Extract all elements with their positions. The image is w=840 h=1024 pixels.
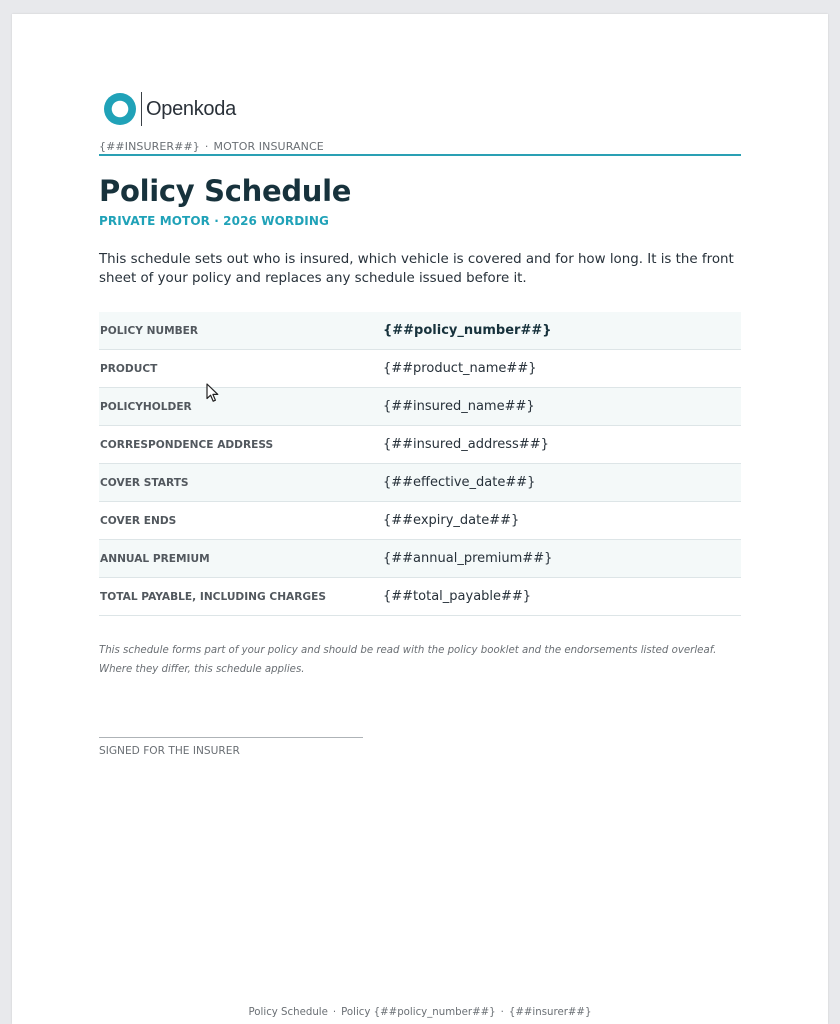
row-value: {##product_name##} bbox=[383, 361, 537, 376]
document-kicker bbox=[99, 140, 324, 153]
intro-paragraph: This schedule sets out who is insured, which vehicle is covered and for how long. It is the front sheet of your policy and replaces any schedule issued before it. bbox=[99, 252, 734, 286]
schedule-note: This schedule forms part of your policy and should be read with the policy booklet and the endorsements listed overleaf. Where they differ, this schedule applies. bbox=[99, 645, 717, 675]
footer-separator: · bbox=[500, 1007, 504, 1018]
schedule-row-annual-premium bbox=[99, 540, 741, 578]
mouse-pointer-icon bbox=[206, 383, 220, 403]
row-value: {##annual_premium##} bbox=[383, 551, 553, 566]
schedule-row-product bbox=[99, 350, 741, 388]
row-label: COVER ENDS bbox=[100, 514, 177, 527]
schedule-table bbox=[99, 312, 741, 616]
footer-document-name: Policy Schedule bbox=[248, 1007, 328, 1018]
signature-line bbox=[99, 737, 363, 738]
row-label: TOTAL PAYABLE, INCLUDING CHARGES bbox=[100, 590, 326, 603]
footer-separator: · bbox=[332, 1007, 337, 1018]
footer-insurer: {##insurer##} bbox=[508, 1007, 592, 1018]
row-value: {##insured_name##} bbox=[383, 399, 535, 414]
signature-caption: SIGNED FOR THE INSURER bbox=[99, 745, 240, 757]
page-subtitle: PRIVATE MOTOR · 2026 WORDING bbox=[99, 214, 329, 228]
kicker-separator: · bbox=[204, 140, 209, 153]
row-value: {##total_payable##} bbox=[383, 589, 532, 604]
schedule-row-correspondence-address bbox=[99, 426, 741, 464]
row-label: POLICY NUMBER bbox=[100, 324, 199, 337]
schedule-row-total-payable bbox=[99, 578, 741, 616]
row-label: CORRESPONDENCE ADDRESS bbox=[100, 438, 274, 451]
line-of-business: MOTOR INSURANCE bbox=[213, 140, 324, 153]
schedule-row-policy-number bbox=[99, 312, 741, 350]
row-label: COVER STARTS bbox=[100, 476, 189, 489]
header-rule bbox=[99, 154, 741, 156]
row-label: POLICYHOLDER bbox=[100, 400, 192, 413]
openkoda-logo-icon bbox=[104, 93, 136, 125]
brand-logo bbox=[104, 91, 236, 127]
logo-divider bbox=[141, 92, 142, 126]
document-page bbox=[12, 14, 828, 1024]
footer-policy-reference: Policy {##policy_number##} bbox=[341, 1007, 496, 1018]
schedule-row-policyholder bbox=[99, 388, 741, 426]
page-title: Policy Schedule bbox=[99, 174, 352, 208]
row-label: PRODUCT bbox=[100, 362, 158, 375]
brand-name: Openkoda bbox=[146, 97, 236, 120]
schedule-row-cover-ends bbox=[99, 502, 741, 540]
row-value: {##expiry_date##} bbox=[383, 513, 520, 528]
row-value: {##policy_number##} bbox=[383, 323, 552, 338]
schedule-row-cover-starts bbox=[99, 464, 741, 502]
row-value: {##effective_date##} bbox=[383, 475, 536, 490]
page-footer bbox=[12, 1007, 828, 1018]
insurer-placeholder: {##INSURER##} bbox=[99, 140, 200, 153]
row-value: {##insured_address##} bbox=[383, 437, 549, 452]
row-label: ANNUAL PREMIUM bbox=[100, 552, 210, 565]
